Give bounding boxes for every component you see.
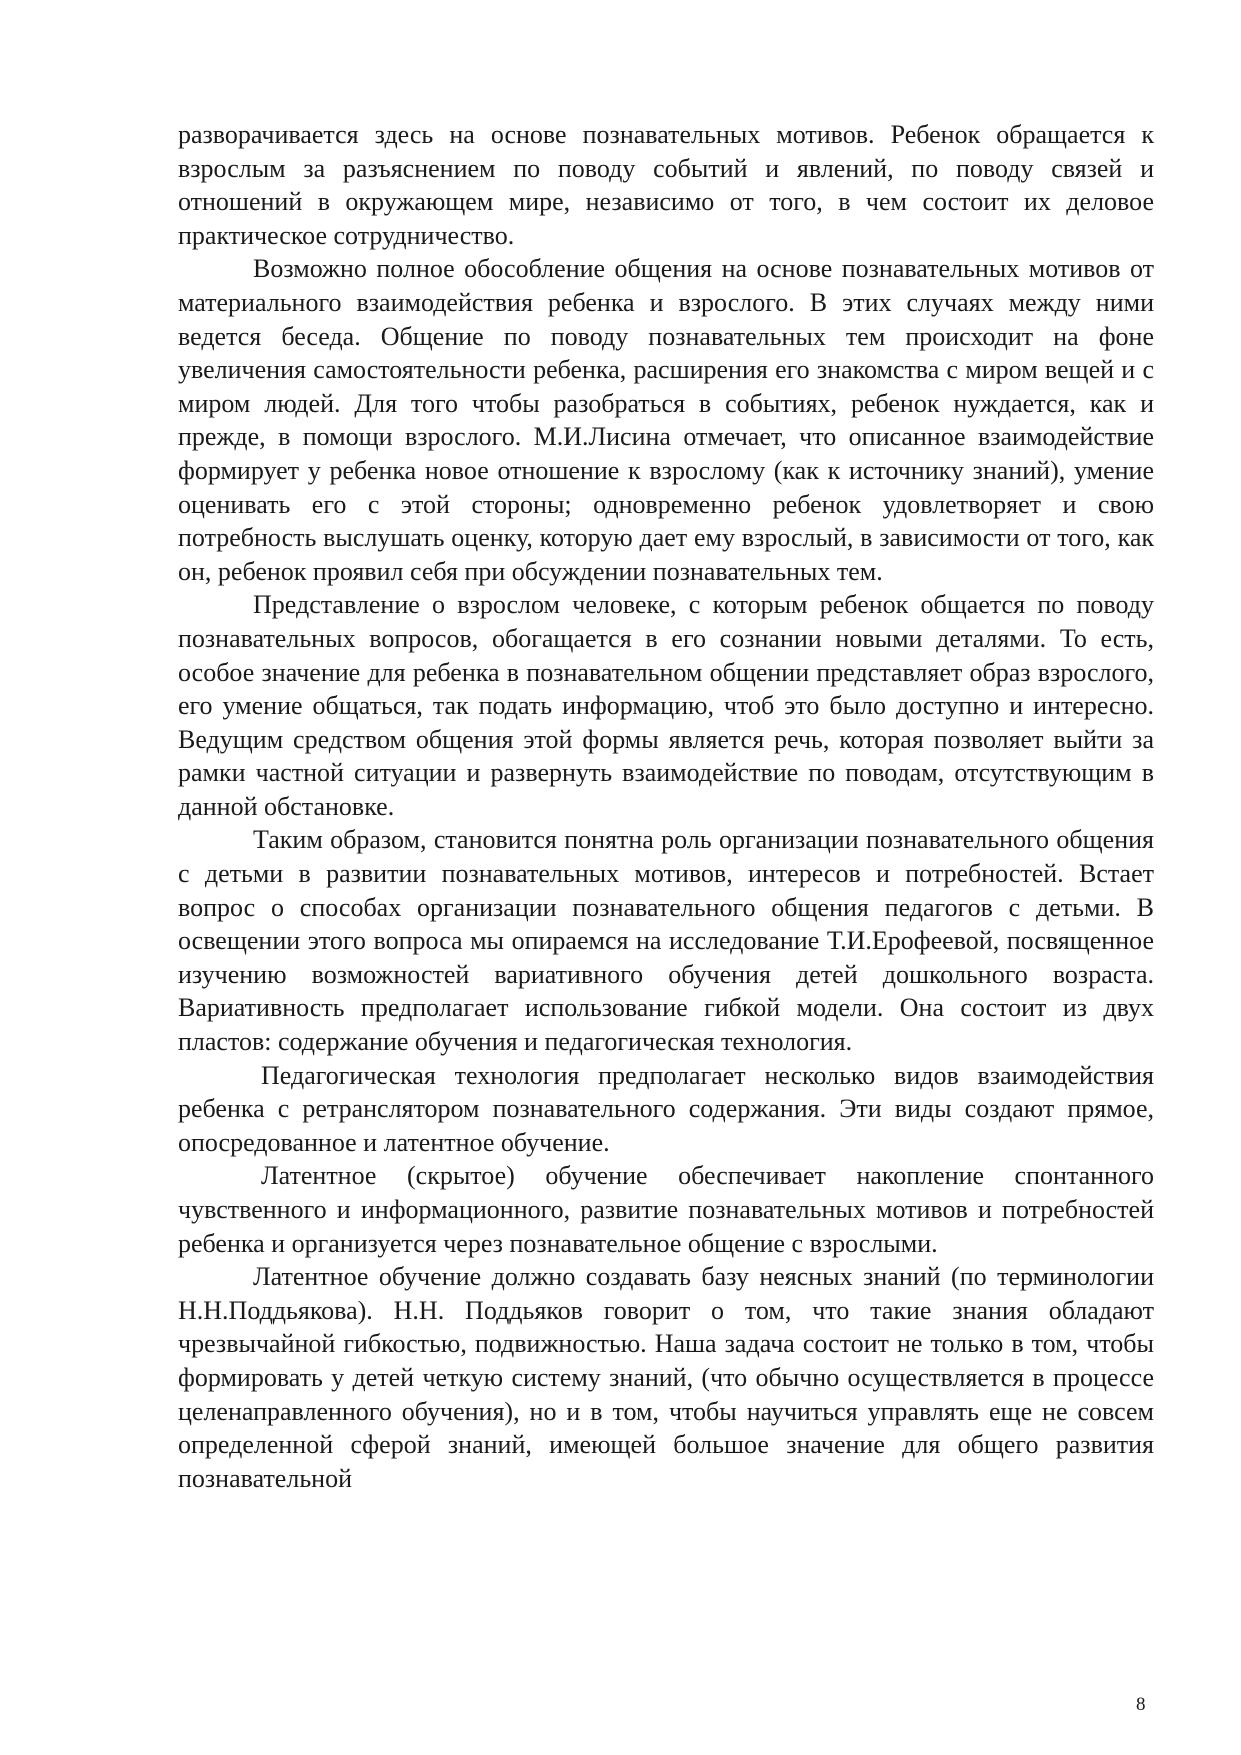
paragraph-lisina: Возможно полное обособление общения на основе познавательных мотивов от материального взаимодействия ребенка и взрослого. В этих случаях между ними ведется беседа. Общение по поводу познавательных тем происходит на фоне увеличения самостоятельности ребенка, расширения его знакомства с миром вещей и с миром людей. Для того чтобы разобраться в событиях, ребенок нуждается, как и прежде, в помощи взрослого. М.И.Лисина отмечает, что описанное взаимодействие формирует у ребенка новое отношение к взрослому (как к источнику знаний), умение оценивать его с этой стороны; одновременно ребенок удовлетворяет и свою потребность выслушать оценку, которую дает ему взрослый, в зависимости от того, как он, ребенок проявил себя при обсуждении познавательных тем. xyxy=(178,254,1154,586)
paragraph-erofeeva: Таким образом, становится понятна роль организации познавательного общения с детьми в развитии познавательных мотивов, интересов и потребностей. Встает вопрос о способах организации познавательного общения педагогов с детьми. В освещении этого вопроса мы опираемся на исследование Т.И.Ерофеевой, посвященное изучению возможностей вариативного обучения детей дошкольного возраста. Вариативность предполагает использование гибкой модели. Она состоит из двух пластов: содержание обучения и педагогическая технология. xyxy=(178,825,1154,1057)
paragraph-continuation: разворачивается здесь на основе познавательных мотивов. Ребенок обращается к взрослым за разъяснением по поводу событий и явлений, по поводу связей и отношений в окружающем мире, независимо от того, в чем состоит их деловое практическое сотрудничество. xyxy=(178,120,1154,250)
paragraph-poddyakov: Латентное обучение должно создавать базу неясных знаний (по терминологии Н.Н.Поддьякова). Н.Н. Поддьяков говорит о том, что такие знания обладают чрезвычайной гибкостью, подвижностью. Наша задача состоит не только в том, чтобы формировать у детей четкую систему знаний, (что обычно осуществляется в процессе целенаправленного обучения), но и в том, чтобы научиться управлять еще не совсем определенной сферой знаний, имеющей большое значение для общего развития познавательной xyxy=(178,1262,1154,1493)
page-number: 8 xyxy=(1136,1694,1146,1715)
page-body xyxy=(178,118,1154,1495)
paragraph-pedagogical-technology: Педагогическая технология предполагает несколько видов взаимодействия ребенка с ретранслятором познавательного содержания. Эти виды создают прямое, опосредованное и латентное обучение. xyxy=(178,1060,1154,1157)
paragraph-latent-learning: Латентное (скрытое) обучение обеспечивает накопление спонтанного чувственного и информационного, развитие познавательных мотивов и потребностей ребенка и организуется через познавательное общение с взрослыми. xyxy=(178,1161,1154,1258)
paragraph-adult-image: Представление о взрослом человеке, с которым ребенок общается по поводу познавательных вопросов, обогащается в его сознании новыми деталями. То есть, особое значение для ребенка в познавательном общении представляет образ взрослого, его умение общаться, так подать информацию, чтоб это было доступно и интересно. Ведущим средством общения этой формы является речь, которая позволяет выйти за рамки частной ситуации и развернуть взаимодействие по поводам, отсутствующим в данной обстановке. xyxy=(178,590,1154,821)
